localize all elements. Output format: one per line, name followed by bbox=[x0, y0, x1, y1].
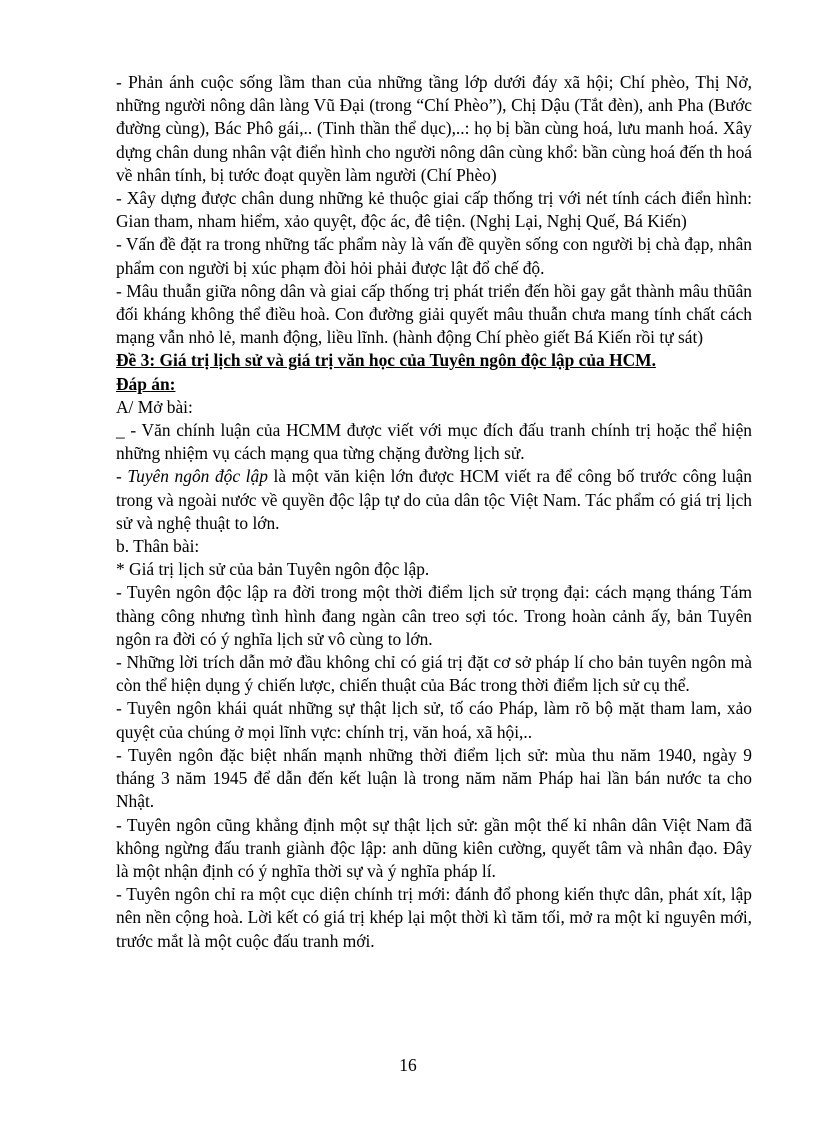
answer-label: Đáp án: bbox=[116, 373, 176, 394]
paragraph: - Tuyên ngôn chỉ ra một cục diện chính trị mới: đánh đổ phong kiến thực dân, phát xít, lập nên nền cộng hoà. Lời kết có giá trị khép lại một thời kì tăm tối, mở ra một kỉ nguyên mới, trước mắt là một cuộc đấu tranh mới. bbox=[116, 884, 752, 951]
section-heading: Đề 3: Giá trị lịch sử và giá trị văn học của Tuyên ngôn độc lập của HCM. bbox=[116, 350, 656, 371]
paragraph: - Mâu thuẫn giữa nông dân và giai cấp thống trị phát triển đến hồi gay gắt thành mâu thũân đối kháng không thể điều hoà. Con đường giải quyết mâu thuẫn chưa mang tính chất cách mạng vẫn nhỏ lẻ, manh động, liều lĩnh. (hành động Chí phèo giết Bá Kiến rồi tự sát) bbox=[116, 280, 752, 348]
history-label: * Giá trị lịch sử của bản Tuyên ngôn độc lập. bbox=[116, 559, 430, 580]
paragraph: - Tuyên ngôn độc lập ra đời trong một thời điểm lịch sử trọng đại: cách mạng tháng Tám thàng công nhưng tình hình đang ngàn cân treo sợi tóc. Trong hoàn cảnh ấy, bản Tuyên ngôn ra đời có ý nghĩa lịch sử vô cùng to lớn. bbox=[116, 582, 752, 649]
paragraph: - Tuyên ngôn cũng khẳng định một sự thật lịch sử: gần một thế kỉ nhân dân Việt Nam đã không ngừng đấu tranh giành độc lập: anh dũng kiên cường, quyết tâm và nhân đạo. Đây là một nhận định có ý nghĩa thời sự và ý nghĩa pháp lí. bbox=[116, 814, 752, 881]
body-label: b. Thân bài: bbox=[116, 536, 200, 557]
page-number: 16 bbox=[399, 1055, 417, 1075]
paragraph: _ - Văn chính luận của HCMM được viết với mục đích đấu tranh chính trị hoặc thể hiện những nhiệm vụ cách mạng qua từng chặng đường lịch sử. bbox=[116, 420, 752, 464]
paragraph-prefix: - bbox=[116, 466, 128, 487]
paragraph: - Phản ánh cuộc sống lầm than của những tầng lớp dưới đáy xã hội; Chí phèo, Thị Nở, những người nông dân làng Vũ Đại (trong “Chí Phèo”), Chị Dậu (Tắt đèn), anh Pha (Bước đường cùng), Bác Phô gái,.. (Tinh thần thể dục),..: họ bị bần cùng hoá, lưu manh hoá. Xây dựng chân dung nhân vật điển hình cho người nông dân cùng khổ: bần cùng hoá đến th hoá về nhân tính, bị tước đoạt quyền làm người (Chí Phèo) bbox=[116, 72, 752, 185]
paragraph: - Vấn đề đặt ra trong những tấc phẩm này là vấn đề quyền sống con người bị chà đạp, nhân phẩm con người bị xúc phạm đòi hỏi phải được lật đổ chế độ. bbox=[116, 234, 752, 278]
paragraph: - Những lời trích dẫn mở đầu không chỉ có giá trị đặt cơ sở pháp lí cho bản tuyên ngôn mà còn thể hiện dụng ý chiến lược, chiến thuật của Bác trong thời điểm lịch sử cụ thể. bbox=[116, 652, 752, 696]
paragraph bbox=[116, 465, 752, 535]
paragraph: - Xây dựng được chân dung những kẻ thuộc giai cấp thống trị với nét tính cách điển hình: Gian tham, nham hiểm, xảo quyệt, độc ác, đê tiện. (Nghị Lại, Nghị Quế, Bá Kiến) bbox=[116, 188, 752, 232]
paragraph: - Tuyên ngôn khái quát những sự thật lịch sử, tố cáo Pháp, làm rõ bộ mặt tham lam, xảo quyệt của chúng ở mọi lĩnh vực: chính trị, văn hoá, xã hội,.. bbox=[116, 698, 752, 742]
paragraph-text: là một văn kiện lớn được HCM viết ra để công bố trước công luận trong và ngoài nước về quyền độc lập tự do của dân tộc Việt Nam. Tác phẩm có giá trị lịch sử và nghệ thuật to lớn. bbox=[116, 466, 752, 533]
paragraph: - Tuyên ngôn đặc biệt nhấn mạnh những thời điểm lịch sử: mùa thu năm 1940, ngày 9 tháng 3 năm 1945 để dẫn đến kết luận là trong năm năm Pháp hai lần bán nước ta cho Nhật. bbox=[116, 744, 752, 812]
work-title: Tuyên ngôn độc lập bbox=[127, 466, 268, 487]
document-page bbox=[116, 71, 752, 953]
intro-label: A/ Mở bài: bbox=[116, 396, 193, 417]
